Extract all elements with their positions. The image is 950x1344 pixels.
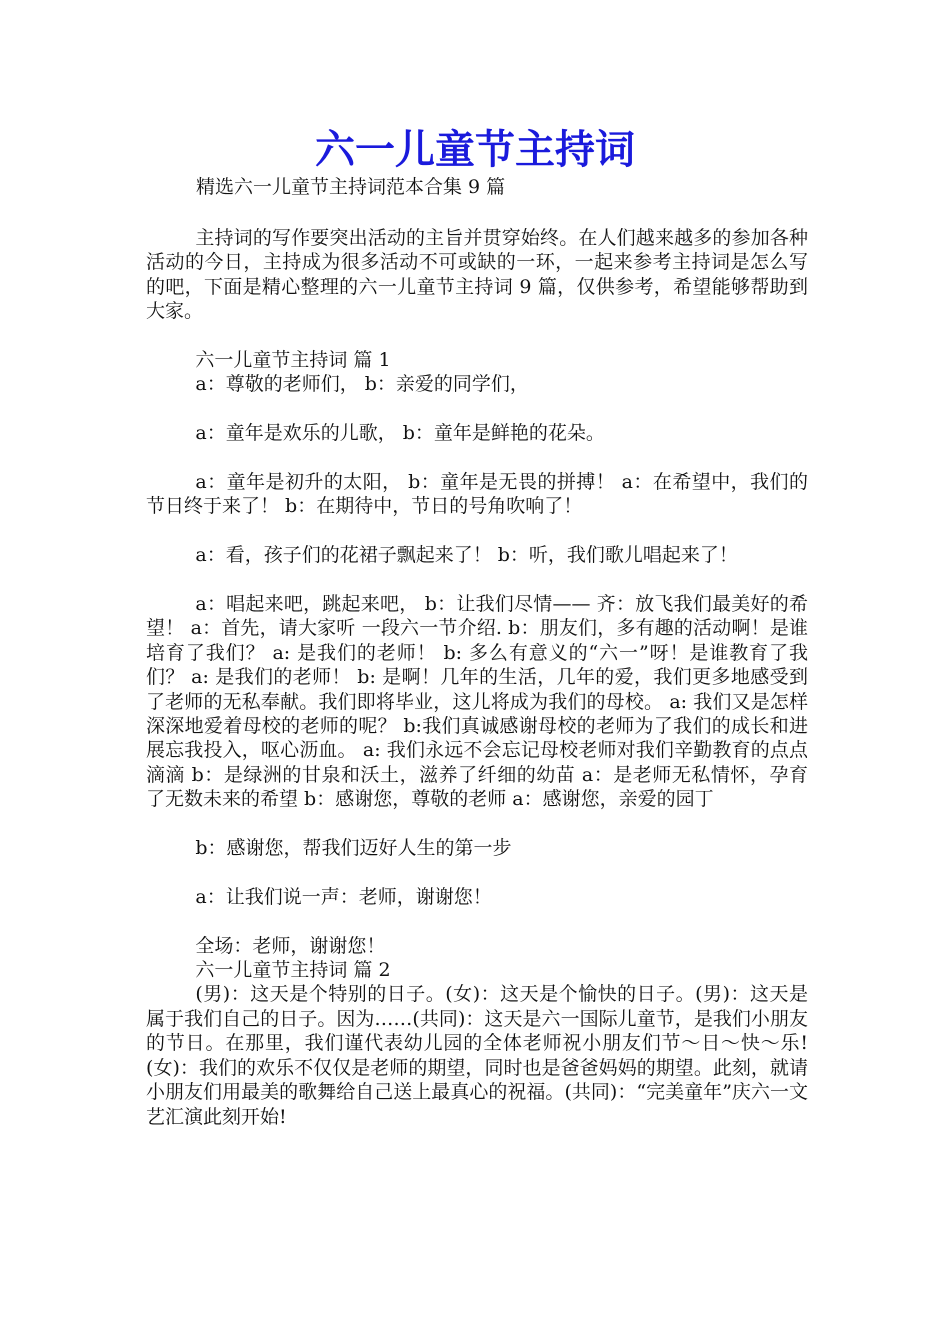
section-1-heading: 六一儿童节主持词 篇 1 bbox=[195, 349, 391, 372]
intro-paragraph: 主持词的写作要突出活动的主旨并贯穿始终。在人们越来越多的参加各种活动的今日，主持成为很多活动不可或缺的一环，一起来参考主持词是怎么写的吧，下面是精心整理的六一儿童节主持词 9 篇，仅供参考，希望能够帮助到大家。 bbox=[146, 227, 808, 323]
paragraph-gap bbox=[146, 860, 808, 884]
section-1-paragraph-7: a：让我们说一声：老师，谢谢您！ bbox=[195, 885, 492, 908]
paragraph-gap bbox=[146, 397, 808, 421]
section-1-paragraph-1: a：尊敬的老师们， b：亲爱的同学们， bbox=[195, 373, 529, 396]
paragraph-gap bbox=[146, 812, 808, 836]
section-1-paragraph-6: b：感谢您，帮我们迈好人生的第一步 bbox=[195, 837, 512, 860]
section-1-paragraph-5: a：唱起来吧，跳起来吧， b：让我们尽情—— 齐：放飞我们最美好的希望！ a：首先，请大家听 一段六一节介绍. b：朋友们，多有趣的活动啊！是谁培育了我们？ a: 是我们的老师！ b: 多么有意义的“六一”呀！是谁教育了我们？ a: 是我们的老师！ b: 是啊！几年的生活，几年的爱，我们更多地感受到了老师的无私奉献。我们即将毕业，这儿将成为我们的母校。 a: 我们又是怎样深深地爱着母校的老师的呢？ b:我们真诚感谢母校的老师为了我们的成长和进展忘我投入，呕心沥血。 a: 我们永远不会忘记母校老师对我们辛勤教育的点点滴滴 b：是绿洲的甘泉和沃土，滋养了纤细的幼苗 a：是老师无私情怀，孕育了无数未来的希望 b：感谢您，尊敬的老师 a：感谢您，亲爱的园丁 bbox=[146, 593, 808, 811]
document-body bbox=[146, 226, 808, 1129]
paragraph-gap bbox=[146, 909, 808, 933]
section-1-paragraph-3: a：童年是初升的太阳， b：童年是无畏的拼搏！ a：在希望中，我们的节日终于来了！ b：在期待中，节日的号角吹响了！ bbox=[146, 471, 808, 518]
paragraph-gap bbox=[146, 568, 808, 592]
section-2-heading: 六一儿童节主持词 篇 2 bbox=[195, 959, 391, 982]
section-2-paragraph-1: (男)：这天是个特别的日子。(女)：这天是个愉快的日子。(男)：这天是属于我们自己的日子。因为……(共同)：这天是六一国际儿童节，是我们小朋友的节日。在那里，我们谨代表幼儿园的全体老师祝小朋友们节～日～快～乐!(女)：我们的欢乐不仅仅是老师的期望，同时也是爸爸妈妈的期望。此刻，就请小朋友们用最美的歌舞给自己送上最真心的祝福。(共同)：“完美童年”庆六一文艺汇演此刻开始! bbox=[146, 983, 808, 1128]
paragraph-gap bbox=[146, 446, 808, 470]
paragraph-gap bbox=[146, 324, 808, 348]
section-1-paragraph-2: a：童年是欢乐的儿歌， b：童年是鲜艳的花朵。 bbox=[195, 422, 605, 445]
paragraph-gap bbox=[146, 519, 808, 543]
document-title: 六一儿童节主持词 bbox=[315, 127, 635, 173]
section-1-paragraph-8: 全场：老师，谢谢您！ bbox=[195, 934, 386, 957]
section-1-paragraph-4: a：看，孩子们的花裙子飘起来了！ b：听，我们歌儿唱起来了！ bbox=[195, 544, 738, 567]
document-subtitle: 精选六一儿童节主持词范本合集 9 篇 bbox=[196, 176, 506, 198]
